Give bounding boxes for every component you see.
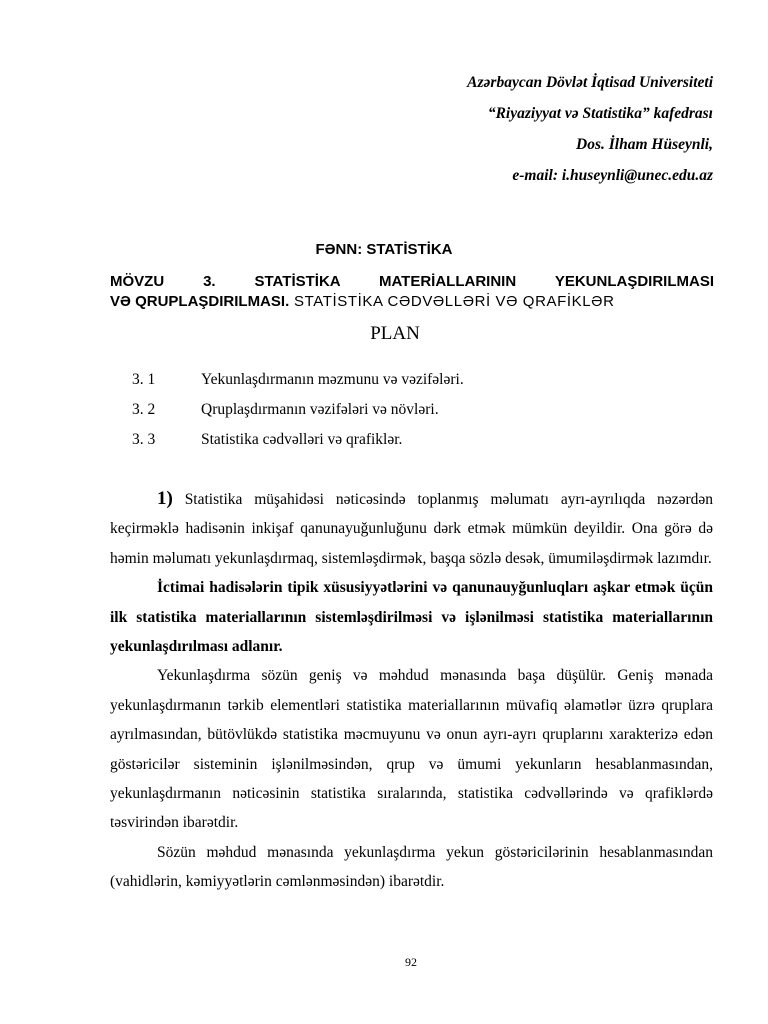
plan-item-number: 3. 3 [132,431,156,448]
plan-item [132,368,464,398]
plan-title: PLAN [370,323,420,344]
paragraph-1-text: Statistika müşahidəsi nəticəsində toplanmış məlumatı ayrı-ayrılıqda nəzərdən keçirməklə hadisənin inkişaf qanunayuğunluğunu dərk etmək mümkün deyildir. Ona görə də həmin məlumatı yekunlaşdırmaq, sistemləşdirmək, başqa sözlə desək, ümumiləşdirmək lazımdır. [110,491,713,567]
department-name: “Riyaziyyat və Statistika” kafedrası [487,105,713,122]
plan-item-number: 3. 1 [132,371,156,388]
page-number: 92 [405,955,417,969]
plan-list [132,368,464,458]
paragraph-4: Sözün məhdud mənasında yekunlaşdırma yekun göstəricilərinin hesablanmasından (vahidlərin, kəmiyyətlərin cəmlənməsindən) ibarətdir. [110,843,713,891]
section-number: 1) [157,488,173,509]
plan-item-text: Qruplaşdırmanın vəzifələri və növləri. [201,401,439,418]
paragraph-3: Yekunlaşdırma sözün geniş və məhdud mənasında başa düşülür. Geniş mənada yekunlaşdırmanın tərkib elementləri statistika materiallarının müvafiq əlamətlər üzrə qruplara ayrılmasından, bütövlükdə statistika məcmuyunu və onun ayrı-ayrı qruplarını xarakterizə edən göstəricilər sisteminin işlənilməsindən, qrup və ümumi yekunların hesablanmasından, yekunlaşdırmanın nəticəsinin statistika sıralarında, statistika cədvəllərində və qrafiklərdə təsvirindən ibarətdir. [110,667,713,832]
plan-item [132,398,464,428]
paragraph-1 [110,484,713,573]
author-email: e-mail: i.huseynli@unec.edu.az [512,167,713,184]
topic-line-2-bold: VƏ QRUPLAŞDIRILMASI. [110,293,290,310]
topic-line-2-rest: STATİSTİKA CƏDVƏLLƏRİ VƏ QRAFİKLƏR [289,293,615,310]
body-text [110,484,713,897]
plan-item-number: 3. 2 [132,401,156,418]
plan-item-text: Statistika cədvəlləri və qrafiklər. [201,431,403,448]
topic-title [110,272,714,312]
author-name: Dos. İlham Hüseynli, [576,136,713,153]
header-block [467,67,713,191]
university-name: Azərbaycan Dövlət İqtisad Universiteti [467,74,713,91]
plan-item-text: Yekunlaşdırmanın məzmunu və vəzifələri. [201,371,464,388]
plan-item [132,428,464,458]
subject-title: FƏNN: STATİSTİKA [315,241,453,258]
topic-line-2 [110,292,714,312]
paragraph-2-definition: İctimai hadisələrin tipik xüsusiyyətlərini və qanunauyğunluqları aşkar etmək üçün ilk statistika materiallarının sistemləşdirilməsi və işlənilməsi statistika materiallarının yekunlaşdırılması adlanır. [110,579,713,656]
topic-line-1: MÖVZU 3. STATİSTİKA MATERİALLARININ YEKUNLAŞDIRILMASI [110,273,714,290]
